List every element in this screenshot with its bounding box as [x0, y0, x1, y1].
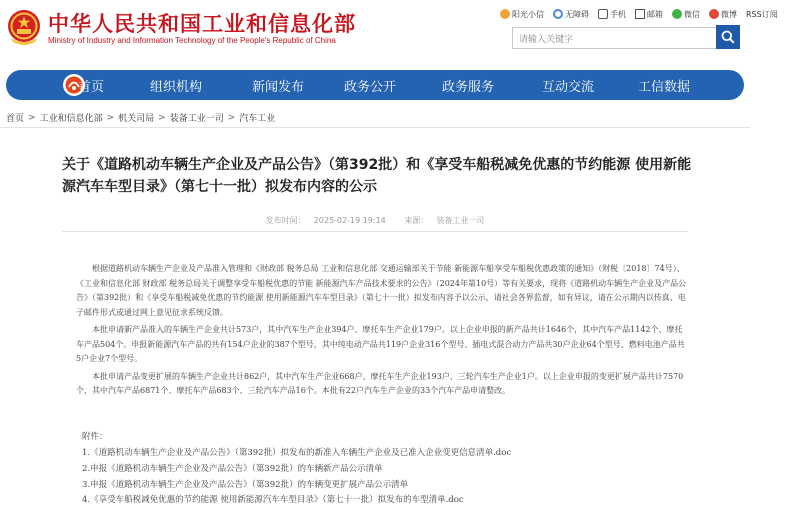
search-input[interactable]: 请输入关键字 [512, 27, 718, 49]
sun-icon [500, 9, 510, 19]
wechat-icon [672, 9, 682, 19]
top-links [500, 7, 787, 21]
nav-item-organization[interactable]: 组织机构 [150, 79, 203, 95]
breadcrumb-separator: > [28, 112, 36, 123]
breadcrumb-separator: > [158, 112, 166, 123]
article-meta [0, 215, 750, 226]
nav-item-government-services[interactable]: 政务服务 [442, 79, 495, 95]
breadcrumb-divider [0, 127, 750, 128]
article-paragraph: 根据道路机动车辆生产企业及产品准入管理和《财政部 税务总局 工业和信息化部 交通运输部关于节能 新能源车船享受车船税优惠政策的通知》（财税〔2018〕74号）、《工业和信息化部 财政部 税务总局关于调整享受车船税优惠的节能 新能源汽车产品技术要求的公告》（2024年第10号）等有关要求，现将《道路机动车辆生产企业及产品公告》（第392批）和《享受车船税减免优惠的节约能源 使用新能源汽车车型目录》（第七十一批）拟发布内容予以公示，请社会各界监督，如有异议，请在公示期内以传真、电子邮件形式或通过网上意见征求系统反馈。 [76, 264, 687, 317]
site-header [0, 0, 778, 66]
top-link-weibo[interactable] [709, 9, 737, 20]
top-link-label: 手机 [610, 9, 626, 19]
breadcrumb-separator: > [106, 112, 115, 123]
publish-time-value: 2025-02-19 19:14 [313, 216, 386, 225]
main-nav [6, 70, 744, 100]
top-link-accessibility[interactable] [553, 9, 589, 20]
breadcrumb-link[interactable]: 工业和信息化部 [39, 114, 103, 124]
attachment-link[interactable]: 1.《道路机动车辆生产企业及产品公告》（第392批）拟发布的新准入车辆生产企业及已准入企业变更信息清单.doc [82, 448, 512, 458]
top-link-sunshine[interactable] [500, 9, 544, 20]
publish-time [262, 216, 390, 225]
breadcrumb-link[interactable]: 机关司局 [118, 114, 155, 124]
national-emblem-icon[interactable] [6, 8, 42, 46]
article-paragraph: 本批申请产品变更扩展的车辆生产企业共计862户，其中汽车生产企业668户、摩托车生产企业193户、三轮汽车生产企业1户。以上企业申报的变更扩展产品共计7570个，其中汽车产品6871个、摩托车产品683个、三轮汽车产品16个。本批有22户汽车生产企业的33个汽车产品申请整改。 [76, 371, 684, 395]
search-icon [721, 30, 735, 44]
mail-icon [635, 9, 645, 19]
publish-label: 发布时间： [265, 216, 306, 225]
nav-item-data[interactable]: 工信数据 [638, 79, 691, 95]
top-link-label: 无障碍 [565, 9, 589, 19]
article-source [400, 216, 488, 225]
accessibility-icon [553, 9, 563, 19]
article-paragraph: 本批申请新产品准入的车辆生产企业共计573户，其中汽车生产企业394户、摩托车生产企业179户。以上企业申报的新产品共计1646个，其中汽车产品1142个、摩托车产品504个。申报新能源汽车产品的共有154户企业的387个型号，其中纯电动产品共119户企业316个型号、插电式混合动力产品共30户企业64个型号、燃料电池产品共5户企业7个型号。 [76, 325, 685, 363]
article-body [76, 262, 688, 399]
top-link-mail[interactable] [635, 9, 663, 20]
article-title: 关于《道路机动车辆生产企业及产品公告》（第392批）和《享受车船税减免优惠的节约能源 使用新能源汽车车型目录》（第七十一批）拟发布内容的公示 [62, 157, 692, 195]
top-link-wechat[interactable] [672, 9, 700, 20]
attachment-link[interactable]: 3.申报《道路机动车辆生产企业及产品公告》（第392批）的车辆变更扩展产品公示清单 [82, 479, 409, 490]
search-button[interactable] [716, 25, 740, 49]
top-link-label: 阳光小信 [512, 9, 544, 19]
mobile-icon [598, 9, 608, 19]
site-title[interactable]: 中华人民共和国工业和信息化部 [48, 12, 356, 36]
meta-divider [62, 231, 688, 232]
attachment-link[interactable]: 2.申报《道路机动车辆生产企业及产品公告》（第392批）的车辆新产品公示清单 [82, 463, 383, 474]
top-link-mobile[interactable] [598, 9, 626, 20]
nav-item-home[interactable]: 首页 [78, 79, 105, 95]
top-link-label: RSS订阅 [746, 9, 778, 19]
breadcrumb-link[interactable]: 装备工业一司 [169, 114, 224, 124]
top-link-label: 邮箱 [647, 9, 663, 19]
source-value: 装备工业一司 [436, 216, 485, 225]
nav-item-news[interactable]: 新闻发布 [252, 79, 305, 95]
top-link-label: 微博 [721, 9, 737, 19]
top-link-rss[interactable] [746, 9, 778, 20]
nav-item-government-affairs[interactable]: 政务公开 [344, 79, 397, 95]
source-label: 来源： [404, 216, 429, 225]
nav-item-interaction[interactable]: 互动交流 [542, 79, 595, 95]
breadcrumb [6, 111, 275, 124]
breadcrumb-separator: > [227, 112, 236, 123]
attachments-label: 附件： [82, 432, 108, 442]
weibo-icon [709, 9, 719, 19]
breadcrumb-link[interactable]: 汽车工业 [239, 114, 276, 124]
attachment-link[interactable]: 4.《享受车船税减免优惠的节约能源 使用新能源汽车车型目录》（第七十一批）拟发布的车型清单.doc [82, 495, 464, 506]
top-link-label: 微信 [684, 9, 700, 19]
attachments-list [82, 446, 511, 509]
breadcrumb-link[interactable]: 首页 [6, 114, 25, 124]
site-subtitle: Ministry of Industry and Information Technology of the People's Republic of China [48, 36, 336, 45]
